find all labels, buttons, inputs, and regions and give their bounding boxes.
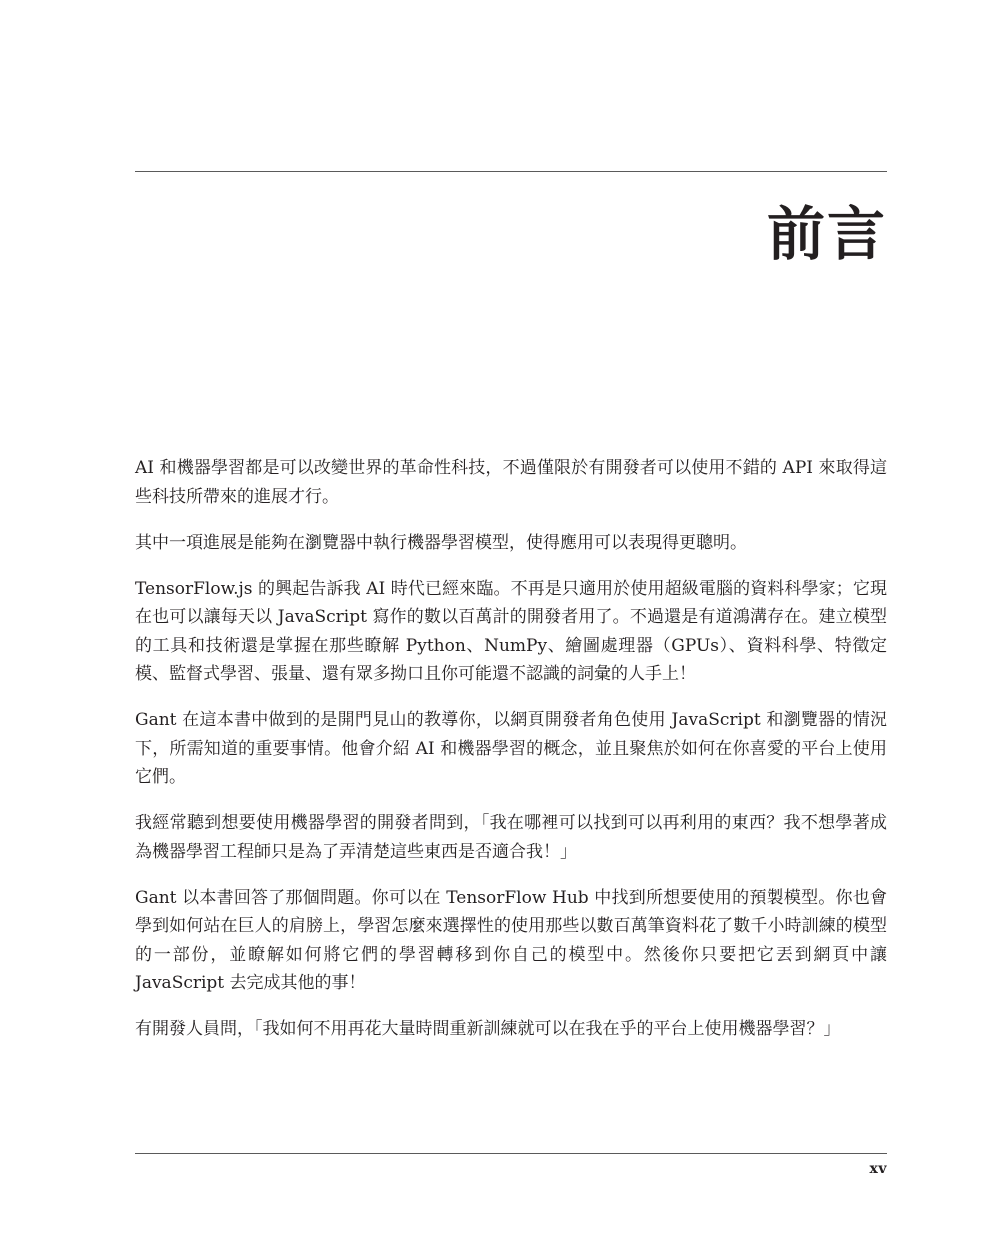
bottom-rule bbox=[135, 1153, 887, 1154]
paragraph-1: AI 和機器學習都是可以改變世界的革命性科技，不過僅限於有開發者可以使用不錯的 API 來取得這些科技所帶來的進展才行。 bbox=[135, 458, 887, 507]
body-text bbox=[135, 454, 887, 1061]
paragraph-5: 我經常聽到想要使用機器學習的開發者問到，「我在哪裡可以找到可以再利用的東西？我不想學著成為機器學習工程師只是為了弄清楚這些東西是否適合我！」 bbox=[135, 813, 887, 862]
paragraph-3: TensorFlow.js 的興起告訴我 AI 時代已經來臨。不再是只適用於使用超級電腦的資料科學家；它現在也可以讓每天以 JavaScript 寫作的數以百萬計的開發者用了。不過還是有道鴻溝存在。建立模型的工具和技術還是掌握在那些瞭解 Python、NumPy、繪圖處理器（GPUs）、資料科學、特徵定模、監督式學習、張量、還有眾多拗口且你可能還不認識的詞彙的人手上！ bbox=[135, 578, 887, 684]
paragraph-2: 其中一項進展是能夠在瀏覽器中執行機器學習模型，使得應用可以表現得更聰明。 bbox=[135, 532, 747, 553]
chapter-title: 前言 bbox=[766, 200, 887, 268]
paragraph-7: 有開發人員問，「我如何不用再花大量時間重新訓練就可以在我在乎的平台上使用機器學習？」 bbox=[135, 1019, 841, 1039]
top-rule bbox=[135, 171, 887, 172]
paragraph-4: Gant 在這本書中做到的是開門見山的教導你，以網頁開發者角色使用 JavaScript 和瀏覽器的情況下，所需知道的重要事情。他會介紹 AI 和機器學習的概念，並且聚焦於如何在你喜愛的平台上使用它們。 bbox=[135, 710, 887, 787]
paragraph-6: Gant 以本書回答了那個問題。你可以在 TensorFlow Hub 中找到所想要使用的預製模型。你也會學到如何站在巨人的肩膀上，學習怎麼來選擇性的使用那些以數百萬筆資料花了數千小時訓練的模型的一部份，並瞭解如何將它們的學習轉移到你自己的模型中。然後你只要把它丟到網頁中讓 JavaScript 去完成其他的事！ bbox=[135, 887, 887, 993]
page-number: xv bbox=[869, 1161, 887, 1177]
